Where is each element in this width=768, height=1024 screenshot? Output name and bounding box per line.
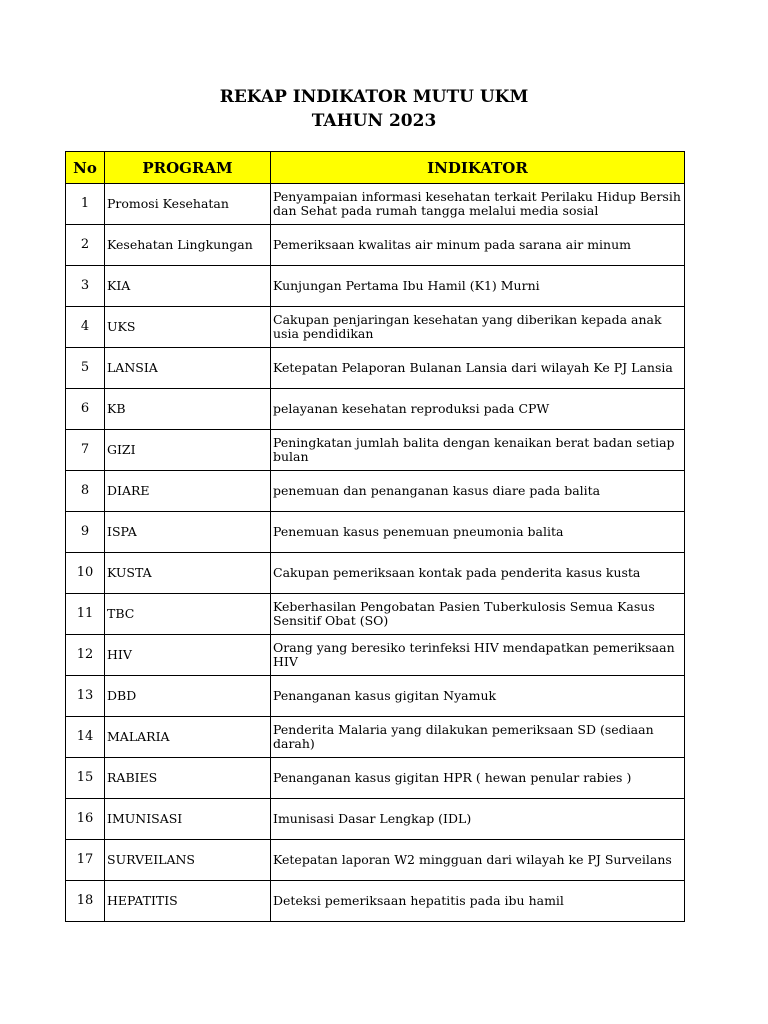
table-row [66, 758, 685, 799]
row-program: HIV [105, 635, 271, 676]
row-program: TBC [105, 594, 271, 635]
row-number: 18 [66, 881, 105, 922]
table-row [66, 184, 685, 225]
row-program: UKS [105, 307, 271, 348]
row-indikator: Pemeriksaan kwalitas air minum pada sarana air minum [271, 225, 685, 266]
row-program: IMUNISASI [105, 799, 271, 840]
row-indikator: Peningkatan jumlah balita dengan kenaikan berat badan setiap bulan [271, 430, 685, 471]
row-indikator: Penyampaian informasi kesehatan terkait Perilaku Hidup Bersih dan Sehat pada rumah tangga melalui media sosial [271, 184, 685, 225]
row-program: ISPA [105, 512, 271, 553]
row-program: DBD [105, 676, 271, 717]
table-row [66, 266, 685, 307]
row-program: Kesehatan Lingkungan [105, 225, 271, 266]
row-number: 9 [66, 512, 105, 553]
column-header-program: PROGRAM [105, 152, 271, 184]
row-indikator: Ketepatan laporan W2 mingguan dari wilayah ke PJ Surveilans [271, 840, 685, 881]
row-program: GIZI [105, 430, 271, 471]
table-row [66, 635, 685, 676]
row-program: HEPATITIS [105, 881, 271, 922]
row-number: 3 [66, 266, 105, 307]
row-indikator: pelayanan kesehatan reproduksi pada CPW [271, 389, 685, 430]
row-number: 1 [66, 184, 105, 225]
row-program: LANSIA [105, 348, 271, 389]
row-program: KUSTA [105, 553, 271, 594]
row-indikator: Penanganan kasus gigitan Nyamuk [271, 676, 685, 717]
row-number: 17 [66, 840, 105, 881]
table-row [66, 676, 685, 717]
row-program: RABIES [105, 758, 271, 799]
indicator-table [65, 151, 685, 922]
table-row [66, 840, 685, 881]
row-number: 14 [66, 717, 105, 758]
table-row [66, 348, 685, 389]
row-indikator: Penderita Malaria yang dilakukan pemeriksaan SD (sediaan darah) [271, 717, 685, 758]
table-header-row [66, 152, 685, 184]
row-indikator: Orang yang beresiko terinfeksi HIV mendapatkan pemeriksaan HIV [271, 635, 685, 676]
table-row [66, 307, 685, 348]
document-subtitle-year: TAHUN 2023 [311, 111, 437, 131]
table-row [66, 225, 685, 266]
row-number: 15 [66, 758, 105, 799]
row-program: MALARIA [105, 717, 271, 758]
row-indikator: Kunjungan Pertama Ibu Hamil (K1) Murni [271, 266, 685, 307]
row-program: DIARE [105, 471, 271, 512]
row-number: 11 [66, 594, 105, 635]
row-number: 2 [66, 225, 105, 266]
row-program: KB [105, 389, 271, 430]
row-indikator: Deteksi pemeriksaan hepatitis pada ibu hamil [271, 881, 685, 922]
row-number: 4 [66, 307, 105, 348]
column-header-no: No [66, 152, 105, 184]
row-indikator: Penanganan kasus gigitan HPR ( hewan penular rabies ) [271, 758, 685, 799]
row-number: 8 [66, 471, 105, 512]
table-row [66, 717, 685, 758]
row-number: 5 [66, 348, 105, 389]
row-indikator: penemuan dan penanganan kasus diare pada balita [271, 471, 685, 512]
row-number: 7 [66, 430, 105, 471]
row-program: KIA [105, 266, 271, 307]
row-indikator: Ketepatan Pelaporan Bulanan Lansia dari wilayah Ke PJ Lansia [271, 348, 685, 389]
row-number: 16 [66, 799, 105, 840]
row-indikator: Imunisasi Dasar Lengkap (IDL) [271, 799, 685, 840]
row-program: SURVEILANS [105, 840, 271, 881]
row-number: 13 [66, 676, 105, 717]
table-row [66, 512, 685, 553]
row-indikator: Penemuan kasus penemuan pneumonia balita [271, 512, 685, 553]
row-number: 6 [66, 389, 105, 430]
row-indikator: Keberhasilan Pengobatan Pasien Tuberkulosis Semua Kasus Sensitif Obat (SO) [271, 594, 685, 635]
table-row [66, 881, 685, 922]
row-program: Promosi Kesehatan [105, 184, 271, 225]
row-indikator: Cakupan penjaringan kesehatan yang diberikan kepada anak usia pendidikan [271, 307, 685, 348]
row-number: 10 [66, 553, 105, 594]
column-header-indikator: INDIKATOR [271, 152, 685, 184]
table-row [66, 430, 685, 471]
table-row [66, 799, 685, 840]
table-row [66, 553, 685, 594]
row-number: 12 [66, 635, 105, 676]
table-row [66, 471, 685, 512]
row-indikator: Cakupan pemeriksaan kontak pada penderita kasus kusta [271, 553, 685, 594]
table-row [66, 594, 685, 635]
document-title: REKAP INDIKATOR MUTU UKM [219, 87, 529, 107]
table-row [66, 389, 685, 430]
